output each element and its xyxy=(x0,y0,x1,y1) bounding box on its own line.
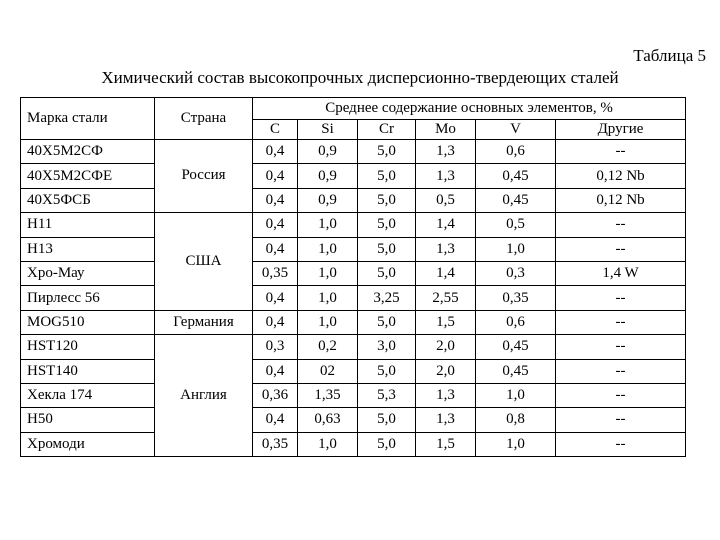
value-cell: 1,4 xyxy=(416,261,476,285)
grade-cell: Хро-Мау xyxy=(21,261,155,285)
value-cell: 0,35 xyxy=(476,286,556,310)
value-cell: -- xyxy=(556,213,686,237)
value-cell: 02 xyxy=(298,359,358,383)
header-country: Страна xyxy=(155,98,253,140)
value-cell: 1,3 xyxy=(416,408,476,432)
value-cell: 1,3 xyxy=(416,383,476,407)
value-cell: 0,45 xyxy=(476,359,556,383)
value-cell: 0,6 xyxy=(476,140,556,164)
grade-cell: H13 xyxy=(21,237,155,261)
country-cell: Германия xyxy=(155,310,253,334)
value-cell: -- xyxy=(556,286,686,310)
grade-cell: H11 xyxy=(21,213,155,237)
table-title: Химический состав высокопрочных дисперсионно-твердеющих сталей xyxy=(101,68,619,87)
value-cell: 0,4 xyxy=(253,408,298,432)
value-cell: 5,0 xyxy=(358,188,416,212)
value-cell: 1,0 xyxy=(476,383,556,407)
header-element: Другие xyxy=(556,120,686,140)
value-cell: 0,4 xyxy=(253,188,298,212)
value-cell: 0,45 xyxy=(476,188,556,212)
value-cell: -- xyxy=(556,140,686,164)
value-cell: 2,55 xyxy=(416,286,476,310)
table-row xyxy=(21,432,686,456)
value-cell: 0,35 xyxy=(253,261,298,285)
value-cell: 0,36 xyxy=(253,383,298,407)
value-cell: 1,0 xyxy=(298,237,358,261)
value-cell: 1,3 xyxy=(416,237,476,261)
value-cell: 1,5 xyxy=(416,310,476,334)
value-cell: 5,0 xyxy=(358,164,416,188)
value-cell: 1,4 W xyxy=(556,261,686,285)
value-cell: 0,3 xyxy=(476,261,556,285)
grade-cell: MOG510 xyxy=(21,310,155,334)
value-cell: 1,3 xyxy=(416,140,476,164)
table-row xyxy=(21,237,686,261)
value-cell: 0,4 xyxy=(253,310,298,334)
value-cell: 0,9 xyxy=(298,188,358,212)
header-element: C xyxy=(253,120,298,140)
grade-cell: 40Х5М2СФЕ xyxy=(21,164,155,188)
table-row xyxy=(21,286,686,310)
value-cell: 0,9 xyxy=(298,140,358,164)
table-row xyxy=(21,188,686,212)
value-cell: 2,0 xyxy=(416,335,476,359)
value-cell: -- xyxy=(556,237,686,261)
value-cell: 0,5 xyxy=(416,188,476,212)
value-cell: 0,5 xyxy=(476,213,556,237)
value-cell: 0,4 xyxy=(253,359,298,383)
value-cell: 0,4 xyxy=(253,237,298,261)
value-cell: 0,12 Nb xyxy=(556,164,686,188)
value-cell: 0,8 xyxy=(476,408,556,432)
table-row xyxy=(21,164,686,188)
value-cell: 0,4 xyxy=(253,164,298,188)
header-grade: Марка стали xyxy=(21,98,155,140)
value-cell: 1,0 xyxy=(298,286,358,310)
value-cell: 3,0 xyxy=(358,335,416,359)
table-row xyxy=(21,359,686,383)
value-cell: 3,25 xyxy=(358,286,416,310)
header-composition: Среднее содержание основных элементов, % xyxy=(253,98,686,120)
value-cell: 1,0 xyxy=(298,310,358,334)
grade-cell: Хекла 174 xyxy=(21,383,155,407)
header-element: Cr xyxy=(358,120,416,140)
value-cell: -- xyxy=(556,408,686,432)
value-cell: -- xyxy=(556,310,686,334)
value-cell: 1,3 xyxy=(416,164,476,188)
value-cell: 0,4 xyxy=(253,286,298,310)
value-cell: 5,0 xyxy=(358,432,416,456)
grade-cell: 40Х5ФСБ xyxy=(21,188,155,212)
steel-composition-table xyxy=(20,97,686,457)
value-cell: 5,0 xyxy=(358,359,416,383)
header-element: Si xyxy=(298,120,358,140)
value-cell: 0,45 xyxy=(476,164,556,188)
grade-cell: 40Х5М2СФ xyxy=(21,140,155,164)
grade-cell: HST120 xyxy=(21,335,155,359)
value-cell: 0,45 xyxy=(476,335,556,359)
value-cell: 1,0 xyxy=(298,432,358,456)
value-cell: 0,4 xyxy=(253,140,298,164)
value-cell: -- xyxy=(556,383,686,407)
value-cell: 1,4 xyxy=(416,213,476,237)
value-cell: 0,6 xyxy=(476,310,556,334)
table-row xyxy=(21,383,686,407)
grade-cell: Хромоди xyxy=(21,432,155,456)
value-cell: 1,0 xyxy=(476,432,556,456)
value-cell: 5,0 xyxy=(358,140,416,164)
value-cell: 5,3 xyxy=(358,383,416,407)
value-cell: 2,0 xyxy=(416,359,476,383)
table-row xyxy=(21,213,686,237)
table-caption: Таблица 5 xyxy=(633,46,706,65)
value-cell: 1,0 xyxy=(476,237,556,261)
table-row xyxy=(21,261,686,285)
value-cell: 5,0 xyxy=(358,408,416,432)
value-cell: 0,4 xyxy=(253,213,298,237)
value-cell: 1,0 xyxy=(298,261,358,285)
value-cell: -- xyxy=(556,359,686,383)
value-cell: 0,35 xyxy=(253,432,298,456)
value-cell: 0,3 xyxy=(253,335,298,359)
grade-cell: Пирлесс 56 xyxy=(21,286,155,310)
country-cell: Англия xyxy=(155,335,253,457)
header-element: Mo xyxy=(416,120,476,140)
value-cell: -- xyxy=(556,432,686,456)
value-cell: 5,0 xyxy=(358,237,416,261)
grade-cell: HST140 xyxy=(21,359,155,383)
table-row xyxy=(21,310,686,334)
table-row xyxy=(21,335,686,359)
value-cell: 5,0 xyxy=(358,261,416,285)
value-cell: 0,2 xyxy=(298,335,358,359)
value-cell: 5,0 xyxy=(358,213,416,237)
header-element: V xyxy=(476,120,556,140)
table-row xyxy=(21,140,686,164)
value-cell: 1,5 xyxy=(416,432,476,456)
value-cell: -- xyxy=(556,335,686,359)
country-cell: Россия xyxy=(155,164,253,213)
value-cell: 1,0 xyxy=(298,213,358,237)
value-cell: 5,0 xyxy=(358,310,416,334)
table-row xyxy=(21,408,686,432)
value-cell: 0,9 xyxy=(298,164,358,188)
value-cell: 0,12 Nb xyxy=(556,188,686,212)
country-cell: США xyxy=(155,213,253,311)
value-cell: 1,35 xyxy=(298,383,358,407)
value-cell: 0,63 xyxy=(298,408,358,432)
grade-cell: H50 xyxy=(21,408,155,432)
country-cell xyxy=(155,140,253,164)
